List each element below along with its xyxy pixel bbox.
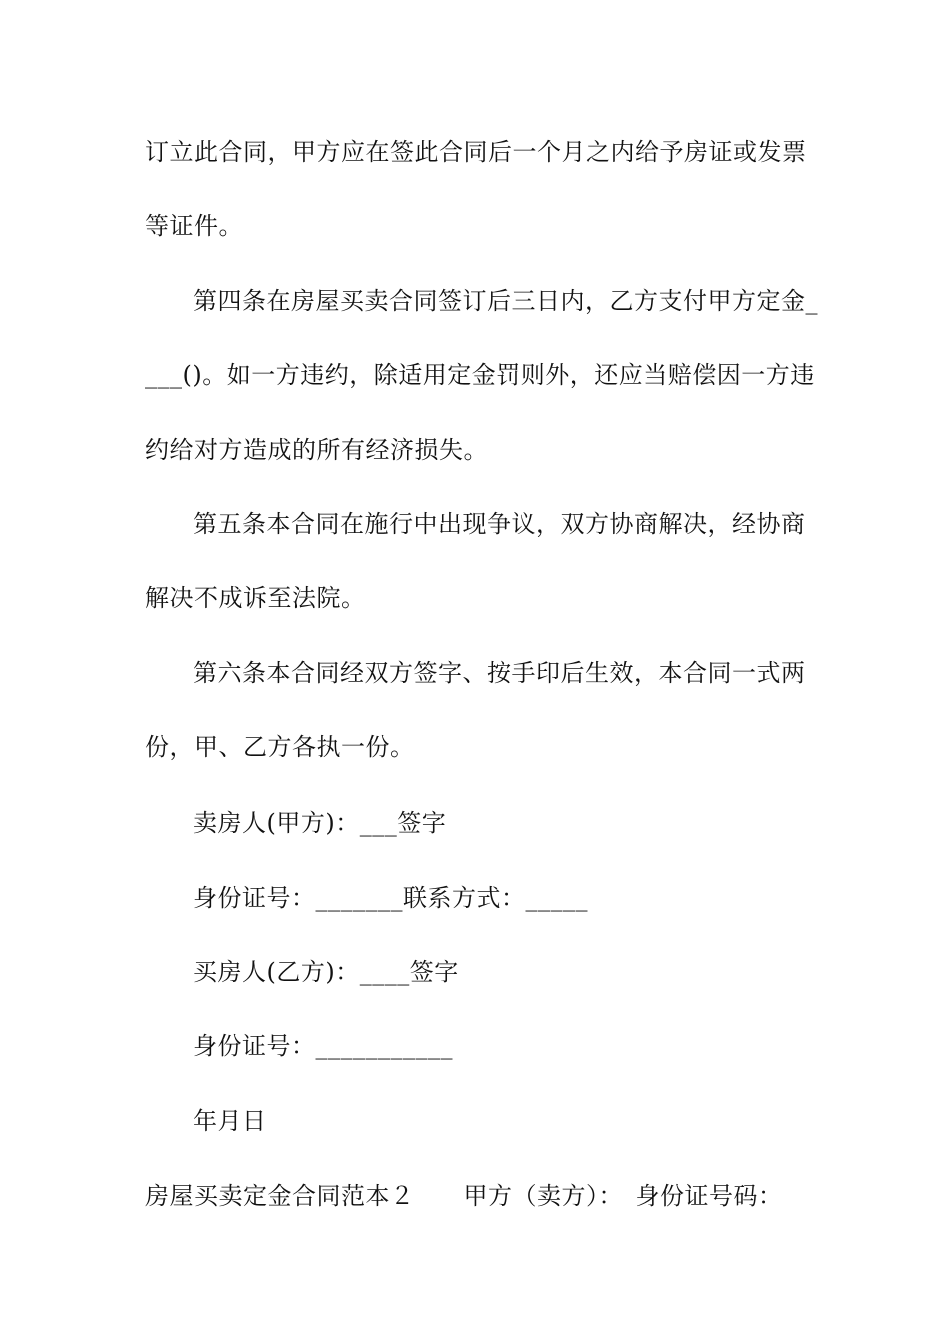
paragraph-line: 份，甲、乙方各执一份。	[145, 733, 415, 761]
seller-signature-line: 卖房人(甲方)：___签字	[193, 809, 447, 837]
paragraph-line: 订立此合同，甲方应在签此合同后一个月之内给予房证或发票	[145, 138, 807, 166]
paragraph-line: ___()。如一方违约，除适用定金罚则外，还应当赔偿因一方违	[145, 361, 815, 389]
clause-4-line: 第四条在房屋买卖合同签订后三日内，乙方支付甲方定金_	[193, 287, 818, 315]
date-line: 年月日	[193, 1107, 267, 1135]
buyer-signature-line: 买房人(乙方)：____签字	[193, 958, 459, 986]
paragraph-line: 解决不成诉至法院。	[145, 584, 366, 612]
next-contract-heading: 房屋买卖定金合同范本２ 甲方（卖方）： 身份证号码：	[145, 1182, 783, 1210]
clause-5-line: 第五条本合同在施行中出现争议，双方协商解决，经协商	[193, 510, 806, 538]
seller-id-contact-line: 身份证号：_______联系方式：_____	[193, 884, 588, 912]
paragraph-line: 约给对方造成的所有经济损失。	[145, 436, 488, 464]
paragraph-line: 等证件。	[145, 212, 243, 240]
clause-6-line: 第六条本合同经双方签字、按手印后生效，本合同一式两	[193, 659, 806, 687]
buyer-id-line: 身份证号：___________	[193, 1032, 453, 1060]
